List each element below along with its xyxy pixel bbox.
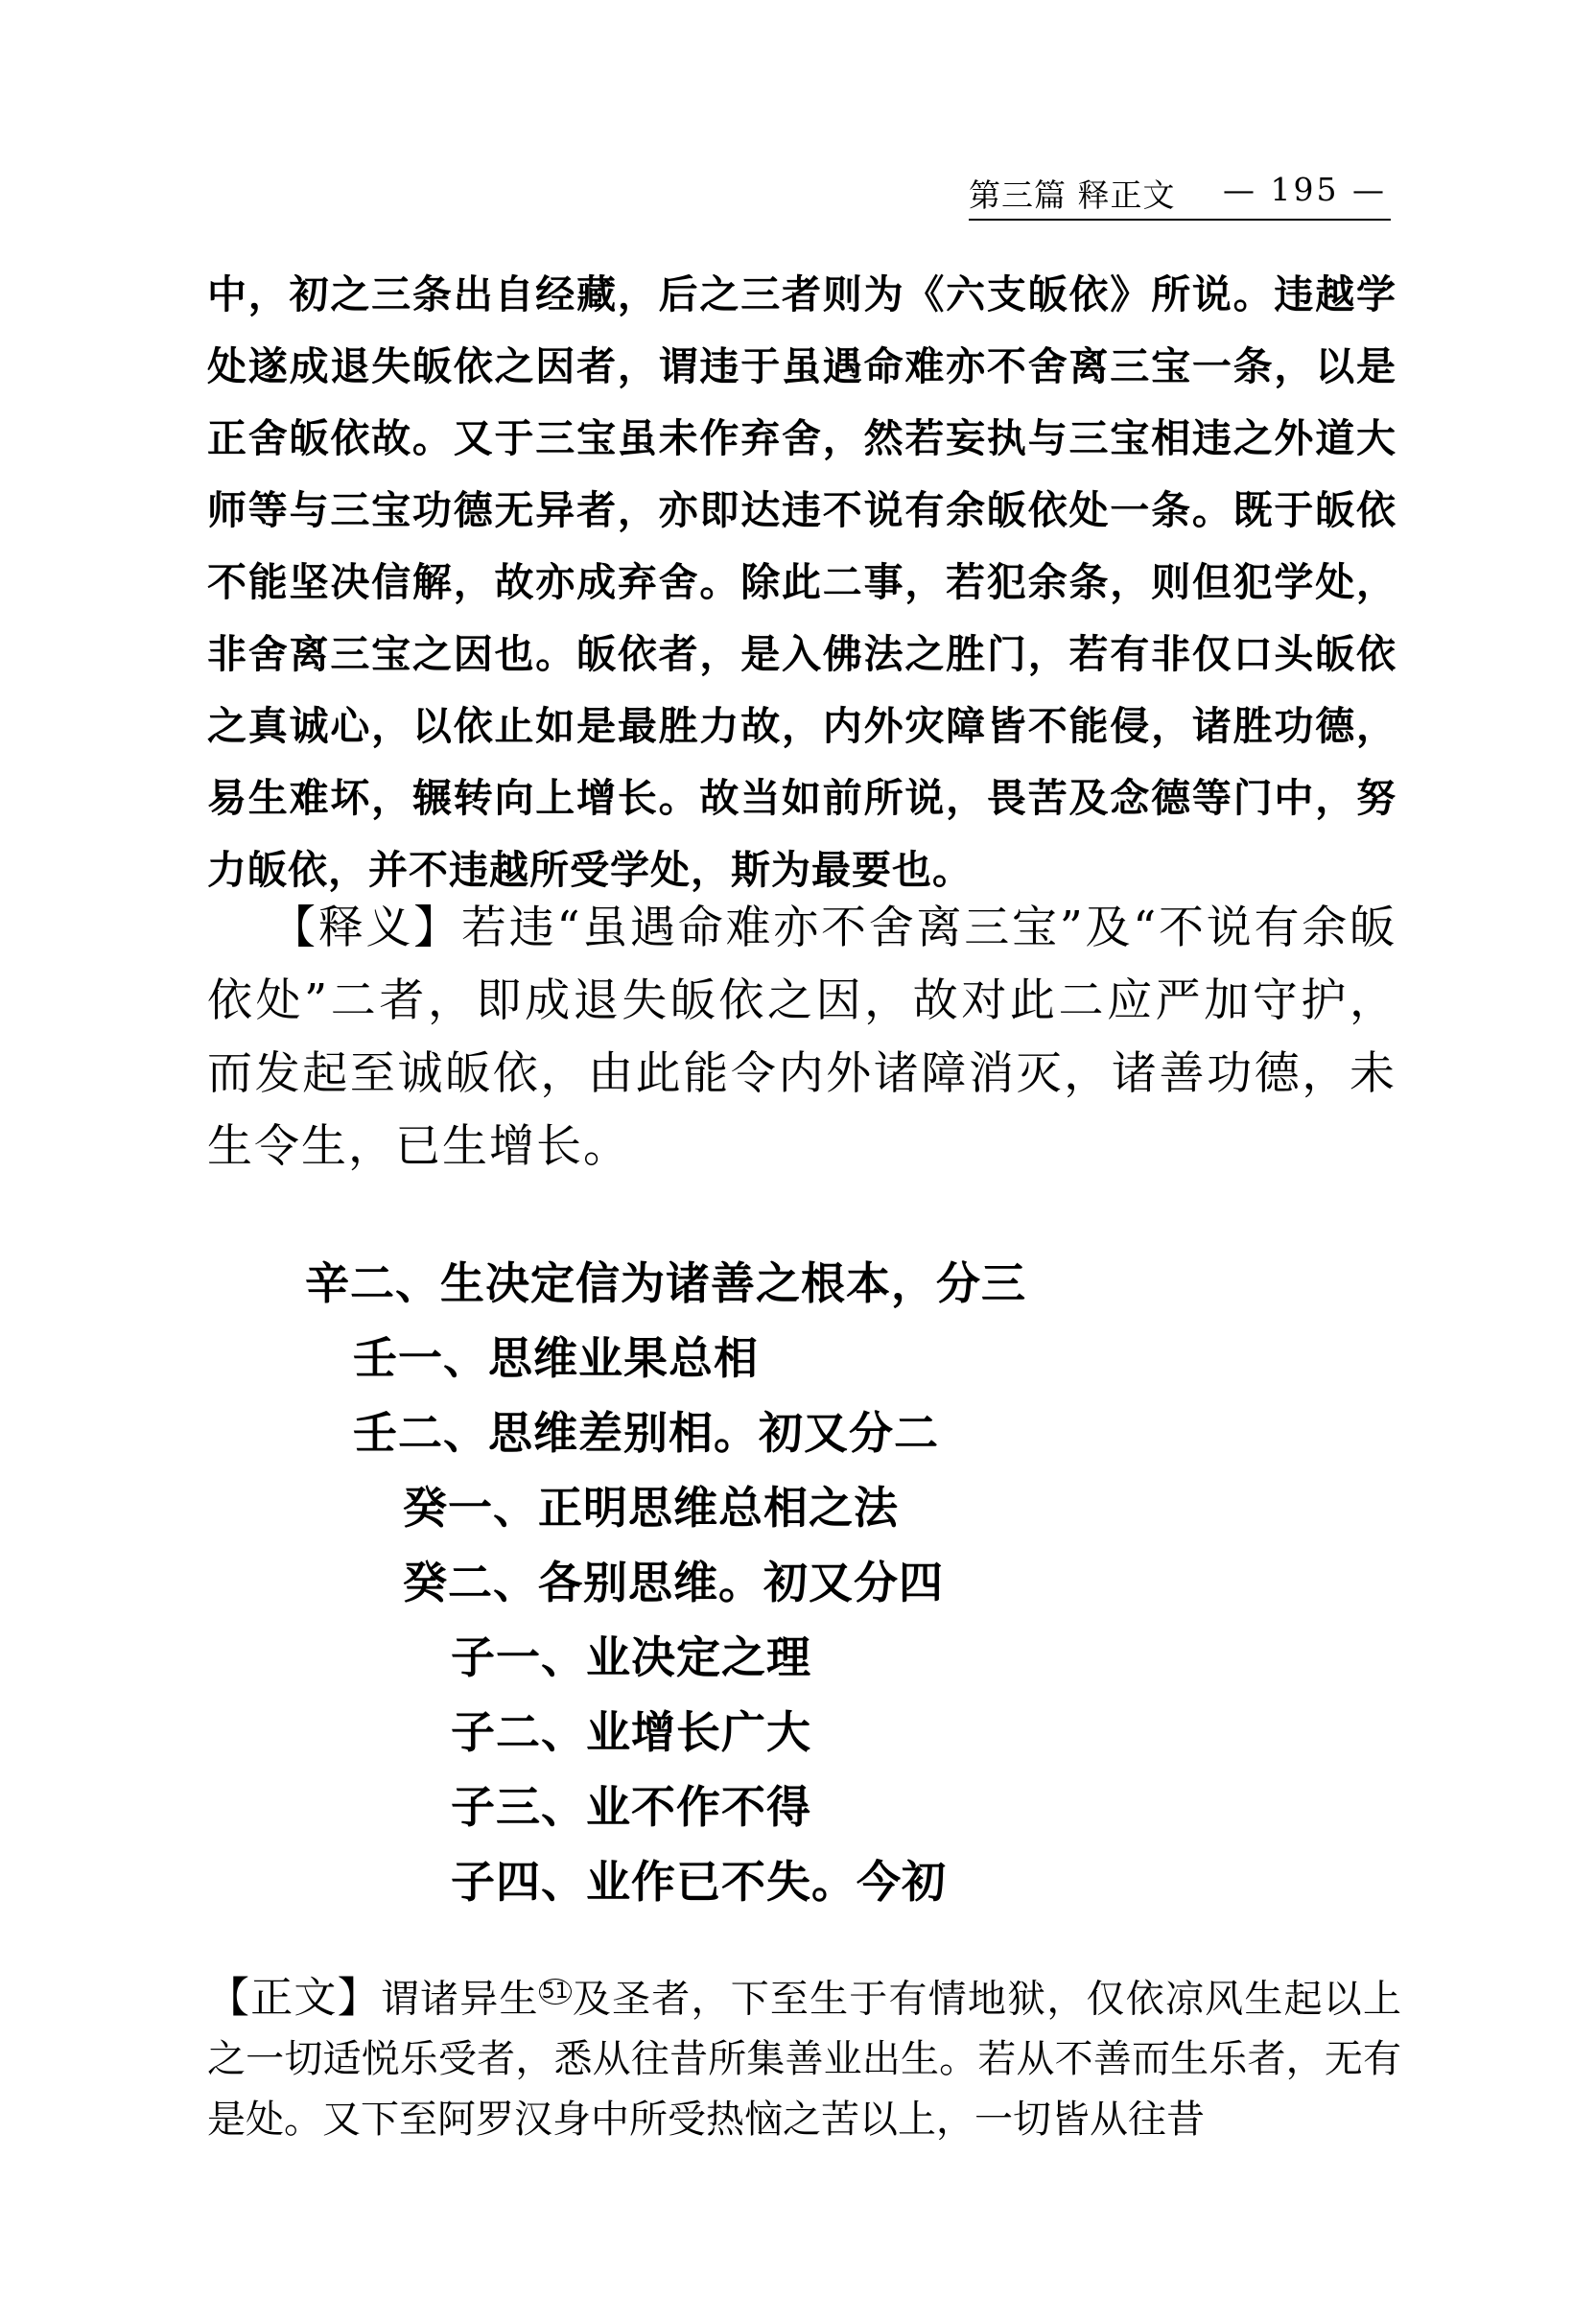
shiyi-text: 若违“虽遇命难亦不舍离三宝”及“不说有余皈依处”二者，即成退失皈依之因，故对此二应严加守护，而发起至诚皈依，由此能令内外诸障消灭，诸善功德，未生令生，已生增长。	[207, 902, 1396, 1173]
zhengwen-text-b: 及圣者，下至生于有情地狱，仅依凉风生起以上之一切适悦乐受者，悉从往昔所集善业出生。若从不善而生乐者，无有是处。又下至阿罗汉身中所受热恼之苦以上，一切皆从往昔	[207, 1977, 1402, 2143]
outline-heading-ren1: 壬一、思维业果总相	[353, 1332, 759, 1384]
page-number: — 195 —	[1223, 171, 1387, 208]
zhengwen-label: 【正文】	[207, 1973, 381, 2023]
shiyi-label: 【释义】	[270, 902, 461, 954]
outline-heading-xin2: 辛二、生决定信为诸善之根本，分三	[305, 1257, 1026, 1309]
zhengwen-paragraph	[207, 1961, 1401, 2150]
outline-heading-zi3: 子三、业不作不得	[451, 1781, 811, 1833]
running-header	[969, 171, 1391, 221]
outline-heading-zi2: 子二、业增长广大	[451, 1706, 811, 1758]
shiyi-paragraph	[207, 892, 1396, 1184]
outline-heading-ren2: 壬二、思维差别相。初又分二	[353, 1407, 939, 1459]
outline-heading-gui1: 癸一、正明思维总相之法	[403, 1482, 899, 1534]
zhengwen-text-a: 谓诸异生	[380, 1977, 539, 2022]
outline-heading-gui2: 癸二、各别思维。初又分四	[403, 1557, 944, 1608]
outline-heading-zi1: 子一、业决定之理	[451, 1631, 811, 1683]
header-title: 第三篇 释正文	[969, 176, 1176, 214]
outline-heading-zi4: 子四、业作已不失。今初	[451, 1856, 947, 1908]
footnote-marker[interactable]: 51	[539, 1979, 572, 2005]
commentary-paragraph: 中，初之三条出自经藏，后之三者则为《六支皈依》所说。违越学处遂成退失皈依之因者，谓违于虽遇命难亦不舍离三宝一条，以是正舍皈依故。又于三宝虽未作弃舍，然若妄执与三宝相违之外道大师等与三宝功德无异者，亦即达违不说有余皈依处一条。既于皈依不能坚决信解，故亦成弃舍。除此二事，若犯余条，则但犯学处，非舍离三宝之因也。皈依者，是入佛法之胜门，若有非仅口头皈依之真诚心，以依止如是最胜力故，内外灾障皆不能侵，诸胜功德，易生难坏，辗转向上增长。故当如前所说，畏苦及念德等门中，努力皈依，并不违越所受学处，斯为最要也。	[207, 271, 1396, 893]
